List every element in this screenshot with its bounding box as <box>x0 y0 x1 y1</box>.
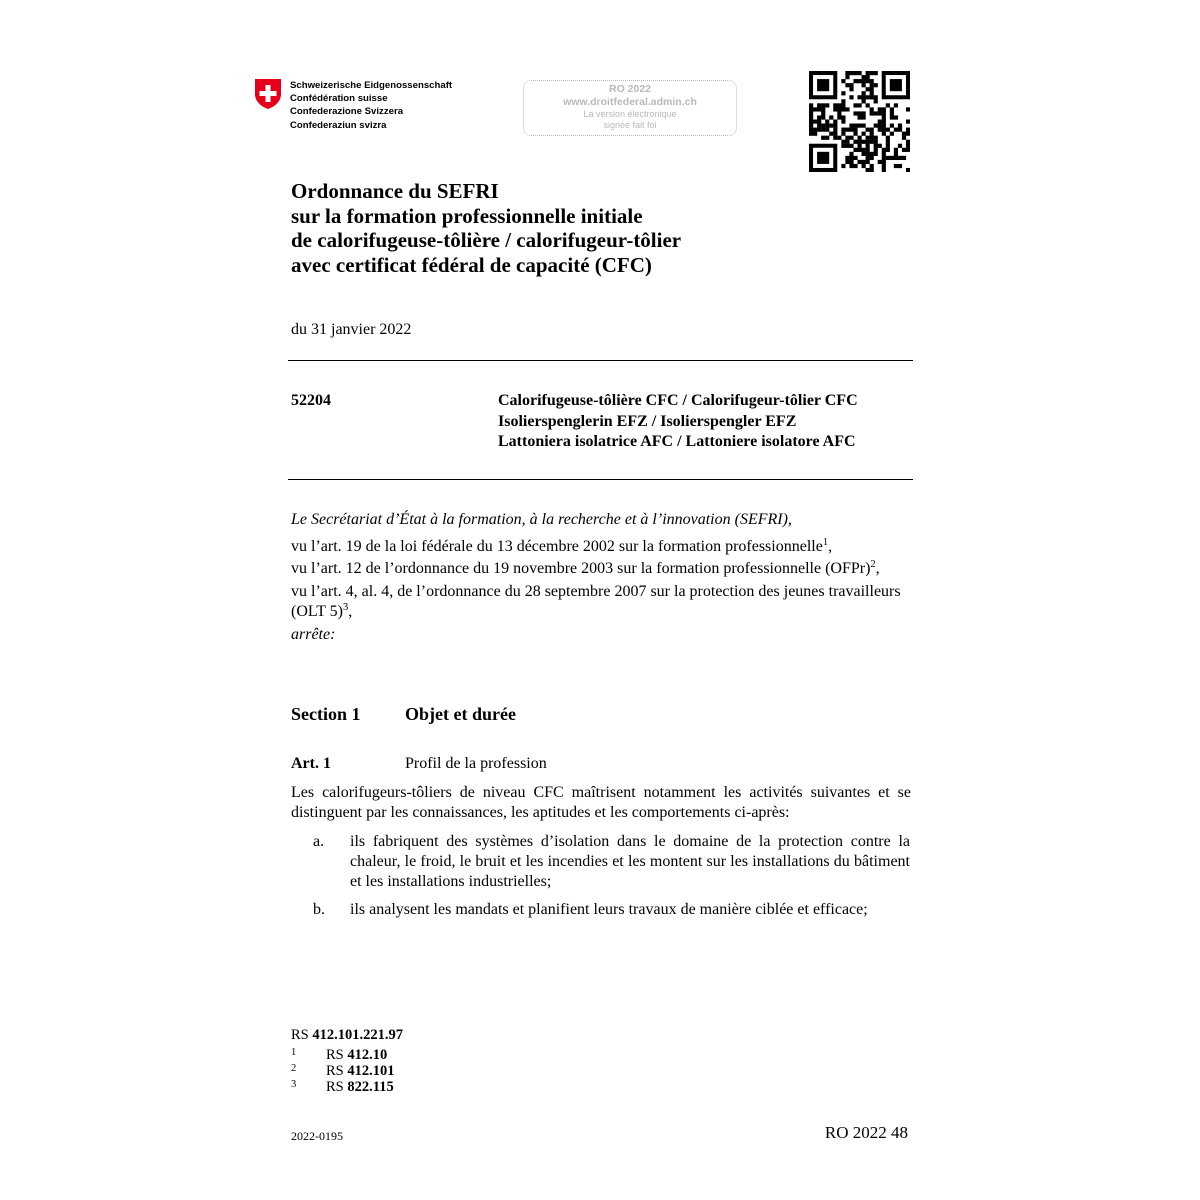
document-date: du 31 janvier 2022 <box>291 321 412 338</box>
list-item-text: ils analysent les mandats et planifient leurs travaux de manière ciblée et efficace; <box>350 901 868 918</box>
punctuation: , <box>875 560 880 577</box>
footnote-prefix: RS <box>326 1047 348 1063</box>
document-id: 2022-0195 <box>291 1129 343 1143</box>
section-title: Objet et durée <box>405 704 516 724</box>
footnote-text <box>326 1047 387 1064</box>
title-line: de calorifugeuse-tôlière / calorifugeur-tôlier <box>291 228 682 252</box>
article-body: Les calorifugeurs-tôliers de niveau CFC maîtrisent notamment les activités suivantes et se distinguent par les connaissances, les aptitudes et les comportements ci-après: <box>291 784 911 821</box>
divider <box>288 360 913 361</box>
ro-reference: RO 2022 48 <box>824 1123 908 1142</box>
footnote-text <box>326 1063 395 1080</box>
footnote-ref[interactable]: 1 <box>822 536 829 548</box>
electronic-version-stamp <box>523 80 737 136</box>
designation-de: Isolierspenglerin EFZ / Isolierspengler EFZ <box>498 412 797 430</box>
stamp-note-2: signée fait foi <box>603 120 657 130</box>
list-item <box>313 900 913 942</box>
footnote-ref-number[interactable]: 412.101 <box>347 1063 395 1079</box>
footnote-text <box>326 1079 394 1096</box>
article-title: Profil de la profession <box>405 755 547 772</box>
profession-code: 52204 <box>291 392 331 409</box>
preamble-legal-basis-2 <box>291 559 913 582</box>
footnote-number: 2 <box>291 1063 297 1074</box>
preamble-decree: arrête: <box>291 625 336 643</box>
legal-basis-text: vu l’art. 4, al. 4, de l’ordonnance du 28 septembre 2007 sur la protection des jeunes travailleurs (OLT 5) <box>291 582 901 620</box>
designation-fr: Calorifugeuse-tôlière CFC / Calorifugeur-tôlier CFC <box>498 392 858 409</box>
rs-prefix: RS <box>291 1027 313 1043</box>
footnote-ref-number[interactable]: 822.115 <box>347 1079 394 1095</box>
qr-code-icon <box>809 71 910 172</box>
rs-value: 412.101.221.97 <box>312 1027 403 1043</box>
designation-it: Lattoniera isolatrice AFC / Lattoniere isolatore AFC <box>498 433 856 450</box>
confederation-fr: Confédération suisse <box>290 93 388 105</box>
profession-designations <box>498 391 858 453</box>
section-label: Section 1 <box>291 704 361 724</box>
punctuation: , <box>348 603 353 620</box>
title-line: avec certificat fédéral de capacité (CFC) <box>291 252 652 277</box>
footnote-number: 3 <box>291 1079 297 1090</box>
list-item-letter: a. <box>313 833 325 850</box>
list-item <box>313 832 913 894</box>
footnote-ref-number[interactable]: 412.10 <box>347 1047 388 1063</box>
preamble-intro: Le Secrétariat d’État à la formation, à la recherche et à l’innovation (SEFRI), <box>291 511 792 528</box>
preamble-legal-basis-3 <box>291 582 913 625</box>
document-title <box>291 179 681 277</box>
footnote-number: 1 <box>291 1047 297 1058</box>
footnote-ref[interactable]: 2 <box>870 559 876 570</box>
punctuation: , <box>828 537 833 555</box>
swiss-cross-logo <box>253 78 283 110</box>
footnote-ref[interactable]: 3 <box>343 602 349 613</box>
divider <box>288 479 913 480</box>
stamp-note-1: La version électronique <box>583 109 677 119</box>
legal-basis-text: vu l’art. 12 de l’ordonnance du 19 novembre 2003 sur la formation professionnelle (OFPr) <box>291 560 871 577</box>
confederation-name <box>290 79 452 132</box>
title-line: Ordonnance du SEFRI <box>291 179 499 203</box>
confederation-de: Schweizerische Eidgenossenschaft <box>290 80 453 91</box>
list-item-text: ils fabriquent des systèmes d’isolation dans le domaine de la protection contre la chaleur, le froid, le bruit et les incendies et les montent sur les installations du bâtiment et les installations industrielles; <box>350 833 910 890</box>
article-number: Art. 1 <box>291 755 331 772</box>
footnote-prefix: RS <box>326 1063 348 1079</box>
stamp-ro: RO 2022 <box>608 83 652 95</box>
confederation-it: Confederazione Svizzera <box>290 106 404 118</box>
preamble-legal-basis-1 <box>291 537 913 560</box>
rs-number <box>291 1027 403 1044</box>
preamble <box>291 510 913 645</box>
confederation-rm: Confederaziun svizra <box>290 119 387 131</box>
title-line: sur la formation professionnelle initiale <box>291 203 643 228</box>
legal-basis-text: vu l’art. 19 de la loi fédérale du 13 décembre 2002 sur la formation professionnelle <box>291 537 823 555</box>
footnote-prefix: RS <box>326 1079 348 1095</box>
stamp-url[interactable]: www.droitfederal.admin.ch <box>563 96 697 108</box>
list-item-letter: b. <box>313 901 325 918</box>
